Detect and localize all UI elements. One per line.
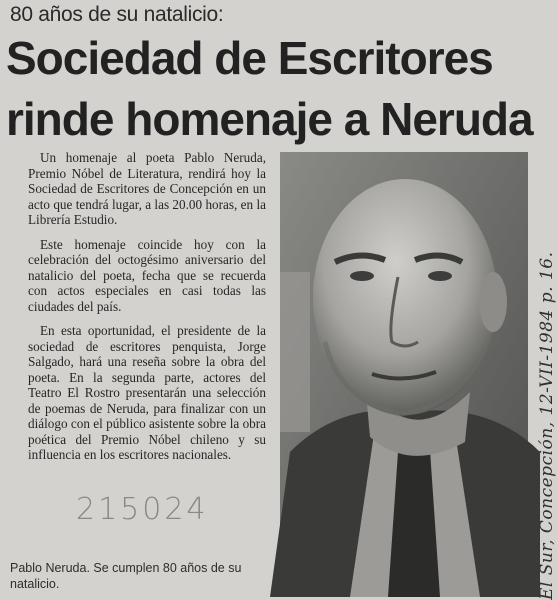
portrait-illustration	[280, 152, 528, 597]
paragraph-3: En esta oportunidad, el presidente de la sociedad de escritores penquista, Jorge Salgado, hará una reseña sobre la obra del poeta. En la segunda parte, actores del Teatro El Rostro presentarán una selección de poemas de Neruda, para finalizar con un diálogo con el público asistente sobre la obra poética del Premio Nóbel chileno y su influencia en los escritores nacionales.	[28, 323, 266, 462]
headline-line-1: Sociedad de Escritores	[6, 32, 493, 84]
handwritten-archive-number: 215024	[76, 492, 209, 527]
photo-caption: Pablo Neruda. Se cumplen 80 años de su natalicio.	[10, 561, 242, 591]
article-body	[28, 150, 266, 472]
kicker: 80 años de su natalicio:	[10, 3, 224, 26]
headline-line-2: rinde homenaje a Neruda	[6, 93, 533, 145]
neruda-portrait-photo	[280, 152, 528, 597]
paragraph-2: Este homenaje coincide hoy con la celebración del octogésimo aniversario del natalicio del poeta, fecha que se recuerda con actos especiales en casi todas las ciudades del país.	[28, 236, 266, 314]
paragraph-1: Un homenaje al poeta Pablo Neruda, Premio Nóbel de Literatura, rendirá hoy la Sociedad de Escritores de Concepción en un acto que tendrá lugar, a las 20.00 horas, en la Librería Estudio.	[28, 150, 266, 227]
handwritten-source-note: El Sur, Concepción, 12-VII-1984 p. 16.	[537, 251, 557, 600]
